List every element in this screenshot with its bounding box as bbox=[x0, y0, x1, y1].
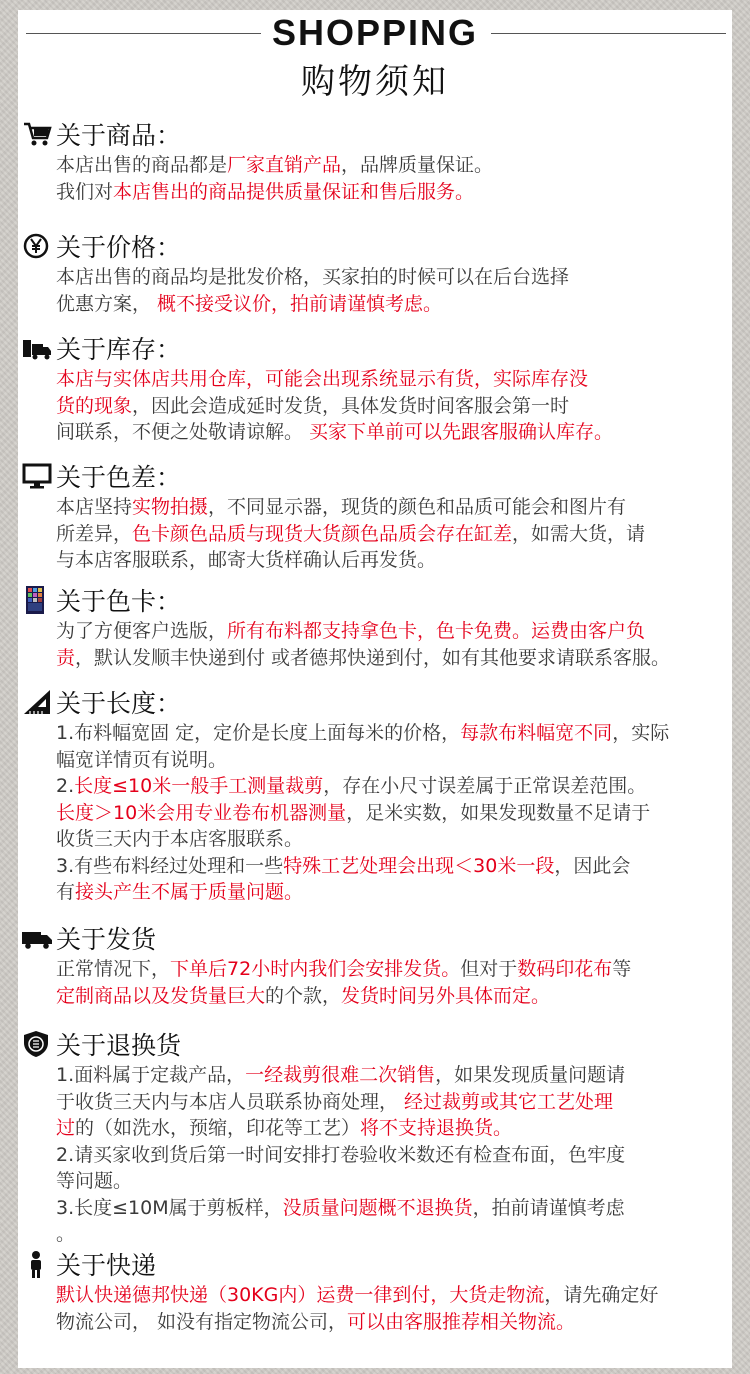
body-line bbox=[56, 366, 728, 393]
body-text: ，如需大货，请 bbox=[512, 522, 646, 545]
section-returns bbox=[18, 1026, 732, 1248]
body-text: 本店出售的商品均是批发价格，买家拍的时候可以在后台选择 bbox=[56, 266, 570, 288]
section-body bbox=[56, 152, 728, 205]
body-text: 3.长度≤10M属于剪板样， bbox=[56, 1196, 283, 1219]
body-text: 等 bbox=[612, 958, 632, 980]
courier-person-icon bbox=[22, 1250, 52, 1278]
color-card-icon bbox=[22, 586, 52, 614]
body-text: 2.请买家收到货后第一时间安排打卷验收米数还有检查布面，色牢度 bbox=[56, 1143, 626, 1166]
body-text: 幅宽详情页有说明。 bbox=[56, 748, 228, 771]
highlight-text: 色卡颜色品质与现货大货颜色品质会存在缸差 bbox=[132, 522, 513, 545]
body-text: 2. bbox=[56, 775, 75, 797]
section-courier bbox=[18, 1246, 732, 1335]
section-body bbox=[56, 1062, 728, 1248]
body-line bbox=[56, 1089, 728, 1116]
body-text: ，因此会 bbox=[554, 854, 631, 877]
section-body bbox=[56, 494, 728, 574]
body-line bbox=[56, 773, 728, 800]
highlight-text: 经过裁剪或其它工艺处理 bbox=[398, 1090, 614, 1113]
body-line bbox=[56, 956, 728, 983]
page-title-en: SHOPPING bbox=[271, 12, 479, 53]
highlight-text: 将不支持退换货。 bbox=[360, 1117, 513, 1139]
body-text: 有 bbox=[56, 881, 76, 903]
body-text: 物流公司， 如没有指定物流公司， bbox=[56, 1310, 348, 1333]
body-text: 于收货三天内与本店人员联系协商处理， bbox=[56, 1090, 399, 1113]
body-line bbox=[56, 618, 728, 645]
highlight-text: 特殊工艺处理会出现＜30米一段 bbox=[283, 854, 555, 877]
body-text: 收货三天内于本店客服联系。 bbox=[56, 828, 304, 850]
highlight-text: 每款布料幅宽不同 bbox=[460, 722, 613, 744]
body-text: ，实际 bbox=[612, 722, 670, 744]
body-text: 所差异， bbox=[56, 522, 133, 545]
section-color-difference bbox=[18, 458, 732, 574]
body-text: 正常情况下， bbox=[56, 958, 171, 980]
highlight-text: 买家下单前可以先跟客服确认库存。 bbox=[303, 421, 614, 443]
notice-panel bbox=[18, 10, 732, 1368]
body-text: ，默认发顺丰快递到付 或者德邦快递到付，如有其他要求请联系客服。 bbox=[75, 646, 671, 669]
ruler-triangle-icon bbox=[22, 688, 52, 716]
section-body bbox=[56, 956, 728, 1009]
body-text: ，因此会造成延时发货，具体发货时间客服会第一时 bbox=[132, 394, 570, 417]
body-text: ，足米实数，如果发现数量不足请于 bbox=[346, 801, 651, 824]
body-text: 1.面料属于定裁产品， bbox=[56, 1064, 246, 1086]
section-product bbox=[18, 116, 732, 205]
body-line bbox=[56, 1115, 728, 1142]
delivery-truck-icon bbox=[22, 924, 52, 952]
body-text: 等问题。 bbox=[56, 1170, 133, 1192]
return-shield-icon bbox=[22, 1030, 52, 1058]
section-body bbox=[56, 264, 728, 317]
highlight-text: 下单后72小时内我们会安排发货。 bbox=[170, 958, 461, 980]
section-body bbox=[56, 720, 728, 906]
body-line bbox=[56, 1309, 728, 1336]
section-title: 关于色卡： bbox=[56, 587, 182, 616]
body-line bbox=[56, 826, 728, 853]
warehouse-truck-icon bbox=[22, 334, 52, 362]
section-body bbox=[56, 618, 728, 671]
section-title: 关于色差： bbox=[56, 463, 182, 492]
section-length bbox=[18, 684, 732, 906]
section-color-card bbox=[18, 582, 732, 671]
body-line bbox=[56, 747, 728, 774]
body-line bbox=[56, 521, 728, 548]
highlight-text: 责 bbox=[56, 646, 76, 669]
body-text: 1.布料幅宽固 定，定价是长度上面每米的价格， bbox=[56, 722, 461, 744]
body-text: ，品牌质量保证。 bbox=[341, 154, 494, 176]
highlight-text: 可以由客服推荐相关物流。 bbox=[347, 1310, 576, 1333]
shopping-cart-icon bbox=[22, 120, 52, 148]
highlight-text: 发货时间另外具体而定。 bbox=[341, 984, 551, 1007]
section-title: 关于库存： bbox=[56, 335, 182, 364]
body-line bbox=[56, 393, 728, 420]
highlight-text: 本店售出的商品提供质量保证和售后服务。 bbox=[113, 180, 475, 203]
highlight-text: 接头产生不属于质量问题。 bbox=[75, 881, 304, 903]
section-title: 关于发货 bbox=[56, 925, 157, 954]
body-line bbox=[56, 1221, 728, 1248]
highlight-text: 长度＞10米会用专业卷布机器测量 bbox=[56, 801, 347, 824]
body-text: 优惠方案， bbox=[56, 292, 152, 315]
body-text: 本店坚持 bbox=[56, 496, 133, 518]
body-text: 间联系，不便之处敬请谅解。 bbox=[56, 421, 304, 443]
highlight-text: 所有布料都支持拿色卡，色卡免费。运费由客户负 bbox=[227, 620, 646, 642]
highlight-text: 本店与实体店共用仓库，可能会出现系统显示有货，实际库存没 bbox=[56, 368, 589, 390]
body-line bbox=[56, 419, 728, 446]
yen-coin-icon bbox=[22, 232, 52, 260]
body-text: ，存在小尺寸误差属于正常误差范围。 bbox=[323, 775, 647, 797]
body-text: 。 bbox=[56, 1223, 76, 1245]
body-line bbox=[56, 494, 728, 521]
highlight-text: 长度≤10米一般手工测量裁剪 bbox=[74, 775, 324, 797]
body-text: 为了方便客户选版， bbox=[56, 620, 228, 642]
body-line bbox=[56, 1195, 728, 1222]
body-text: ，如果发现质量问题请 bbox=[435, 1064, 626, 1086]
body-text: 与本店客服联系，邮寄大货样确认后再发货。 bbox=[56, 549, 437, 571]
body-line bbox=[56, 645, 728, 672]
body-text: ，不同显示器，现货的颜色和品质可能会和图片有 bbox=[208, 496, 627, 518]
section-shipping bbox=[18, 920, 732, 1009]
section-title: 关于商品： bbox=[56, 121, 182, 150]
monitor-icon bbox=[22, 462, 52, 490]
highlight-text: 数码印花布 bbox=[517, 958, 613, 980]
highlight-text: 货的现象 bbox=[56, 394, 133, 417]
section-body bbox=[56, 366, 728, 446]
highlight-text: 实物拍摄 bbox=[132, 496, 209, 518]
body-line bbox=[56, 264, 728, 291]
body-text: 我们对 bbox=[56, 180, 114, 203]
body-text: 本店出售的商品都是 bbox=[56, 154, 228, 176]
body-line bbox=[56, 800, 728, 827]
section-inventory bbox=[18, 330, 732, 446]
highlight-text: 一经裁剪很难二次销售 bbox=[245, 1064, 436, 1086]
body-line bbox=[56, 879, 728, 906]
highlight-text: 定制商品以及发货量巨大 bbox=[56, 984, 266, 1007]
body-text: 的（如洗水，预缩，印花等工艺） bbox=[75, 1117, 361, 1139]
body-text: 3.有些布料经过处理和一些 bbox=[56, 854, 284, 877]
section-price bbox=[18, 228, 732, 317]
section-title: 关于长度： bbox=[56, 689, 182, 718]
page-header bbox=[18, 10, 732, 110]
body-text: ，拍前请谨慎考虑 bbox=[472, 1196, 625, 1219]
body-line bbox=[56, 1168, 728, 1195]
section-title: 关于价格： bbox=[56, 233, 182, 262]
body-line bbox=[56, 1142, 728, 1169]
body-text: 的个款， bbox=[265, 984, 342, 1007]
body-text: ，请先确定好 bbox=[544, 1284, 659, 1306]
section-body bbox=[56, 1282, 728, 1335]
highlight-text: 概不接受议价，拍前请谨慎考虑。 bbox=[151, 292, 443, 315]
body-line bbox=[56, 179, 728, 206]
body-line bbox=[56, 853, 728, 880]
page-title-cn: 购物须知 bbox=[301, 62, 449, 102]
highlight-text: 厂家直销产品 bbox=[227, 154, 342, 176]
body-line bbox=[56, 720, 728, 747]
body-line bbox=[56, 291, 728, 318]
section-title: 关于快递 bbox=[56, 1251, 157, 1280]
highlight-text: 没质量问题概不退换货 bbox=[282, 1196, 473, 1219]
body-line bbox=[56, 152, 728, 179]
body-text: 但对于 bbox=[460, 958, 518, 980]
body-line bbox=[56, 547, 728, 574]
highlight-text: 默认快递德邦快递（30KG内）运费一律到付，大货走物流 bbox=[56, 1284, 545, 1306]
highlight-text: 过 bbox=[56, 1117, 76, 1139]
section-title: 关于退换货 bbox=[56, 1031, 182, 1060]
body-line bbox=[56, 1282, 728, 1309]
body-line bbox=[56, 983, 728, 1010]
body-line bbox=[56, 1062, 728, 1089]
